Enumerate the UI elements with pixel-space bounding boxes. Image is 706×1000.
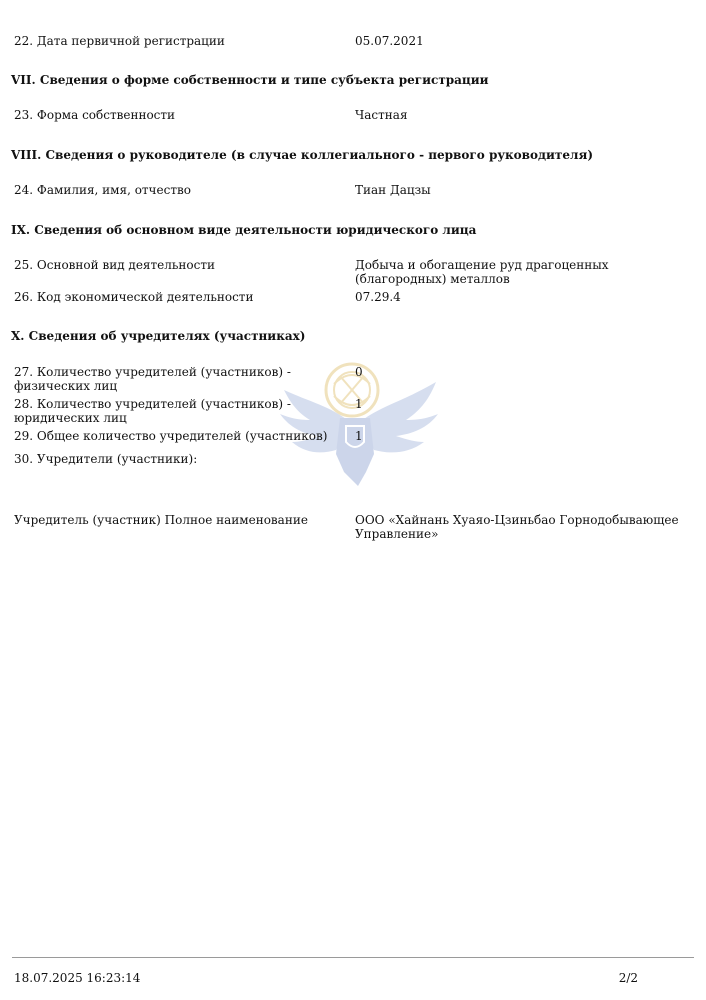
- row-25-label: 25. Основной вид деятельности: [14, 258, 215, 272]
- row-27-label: [14, 365, 324, 393]
- row-27-label-line2: физических лиц: [14, 379, 118, 393]
- row-30-label: 30. Учредители (участники):: [14, 452, 198, 466]
- row-22-label: 22. Дата первичной регистрации: [14, 34, 225, 48]
- founder-value-line1: ООО «Хайнань Хуаяо-Цзиньбао Горнодобывающее: [355, 513, 679, 527]
- footer-page-number: 2/2: [618, 971, 638, 985]
- row-24-label: 24. Фамилия, имя, отчество: [14, 183, 191, 197]
- founder-value-line2: Управление»: [355, 527, 439, 541]
- row-28-label: [14, 397, 324, 425]
- row-26-label: 26. Код экономической деятельности: [14, 290, 254, 304]
- row-27: [14, 365, 694, 393]
- row-25-value-line1: Добыча и обогащение руд драгоценных: [355, 258, 609, 272]
- footer-timestamp: 18.07.2025 16:23:14: [14, 971, 141, 985]
- row-25-value-line2: (благородных) металлов: [355, 272, 510, 286]
- founder-value: [355, 513, 695, 541]
- row-28-value: 1: [355, 397, 363, 411]
- row-25-value: [355, 258, 695, 286]
- row-28-label-line2: юридических лиц: [14, 411, 127, 425]
- row-22-value: 05.07.2021: [355, 34, 424, 48]
- section-ix-title: IX. Сведения об основном виде деятельности юридического лица: [11, 223, 477, 237]
- row-28-label-line1: 28. Количество учредителей (участников) -: [14, 397, 291, 411]
- footer-divider: [12, 957, 694, 958]
- section-vii-title: VII. Сведения о форме собственности и типе субъекта регистрации: [11, 73, 489, 87]
- section-viii-title: VIII. Сведения о руководителе (в случае коллегиального - первого руководителя): [11, 148, 593, 162]
- row-29-value: 1: [355, 429, 363, 443]
- row-28: [14, 397, 694, 425]
- row-23-value: Частная: [355, 108, 408, 122]
- founder-row: [14, 513, 694, 541]
- row-23-label: 23. Форма собственности: [14, 108, 176, 122]
- row-26-value: 07.29.4: [355, 290, 401, 304]
- row-29-label: 29. Общее количество учредителей (участников): [14, 429, 328, 443]
- row-27-label-line1: 27. Количество учредителей (участников) -: [14, 365, 291, 379]
- row-24-value: Тиан Дацзы: [355, 183, 431, 197]
- founder-label: Учредитель (участник) Полное наименование: [14, 513, 308, 527]
- section-x-title: X. Сведения об учредителях (участниках): [11, 329, 306, 343]
- row-25: [14, 258, 694, 286]
- row-27-value: 0: [355, 365, 363, 379]
